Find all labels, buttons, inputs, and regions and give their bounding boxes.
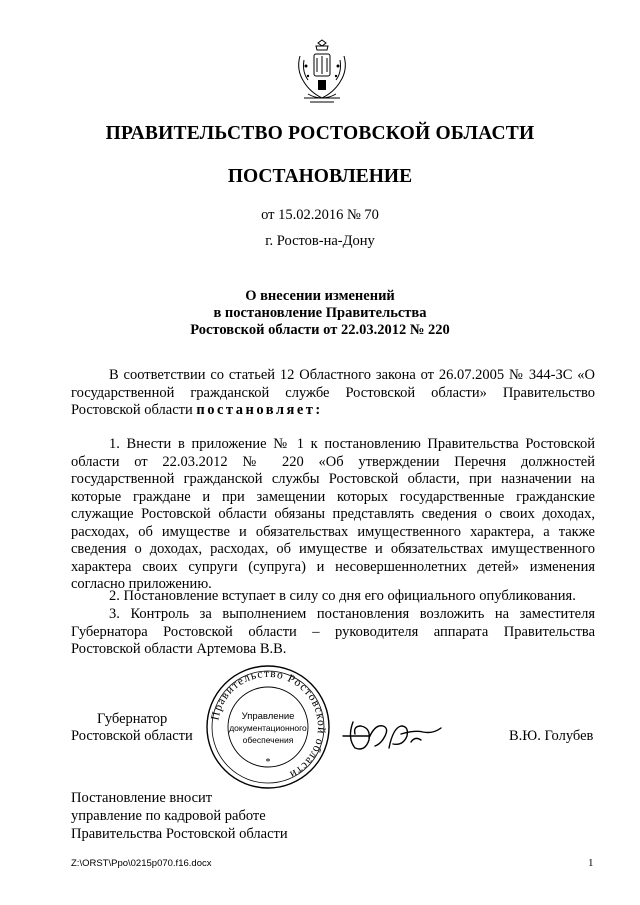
submitter-note-line-2: управление по кадровой работе xyxy=(71,808,266,824)
submitter-note-line-3: Правительства Ростовской области xyxy=(71,826,288,842)
city: г. Ростов-на-Дону xyxy=(265,233,375,249)
seal-ring-text: Правительство Ростовской области xyxy=(209,667,328,781)
government-title: ПРАВИТЕЛЬСТВО РОСТОВСКОЙ ОБЛАСТИ xyxy=(105,123,535,144)
subject-line-1: О внесении изменений xyxy=(245,288,395,304)
handwritten-signature-icon xyxy=(339,708,463,760)
item-2-paragraph: 2. Постановление вступает в силу со дня его официального опубликования. xyxy=(109,588,576,604)
seal-center-line-2: документационного xyxy=(229,723,307,733)
seal-center-line-1: Управление xyxy=(241,711,295,722)
subject-line-2: в постановление Правительства xyxy=(213,305,427,321)
document-type: ПОСТАНОВЛЕНИЕ xyxy=(227,166,413,187)
item-3-paragraph: 3. Контроль за выполнением постановления возложить на заместителя Губернатора Ростовской области – руководителя аппарата Правительства Ростовской области Артемова В.В. xyxy=(71,606,595,657)
signatory-name: В.Ю. Голубев xyxy=(509,728,594,744)
coat-of-arms-icon xyxy=(294,36,350,108)
preamble-paragraph xyxy=(71,367,595,420)
document-subject xyxy=(0,288,640,339)
preamble-emphasis: постановляет: xyxy=(196,402,323,418)
file-path: Z:\ORST\Ppo\0215p070.f16.docx xyxy=(71,858,212,869)
preamble-text: В соответствии со статьей 12 Областного закона от 26.07.2005 № 344-ЗС «О государственной гражданской службе Ростовской области» Правительство Ростовской области xyxy=(71,367,595,418)
subject-line-3: Ростовской области от 22.03.2012 № 220 xyxy=(190,322,450,338)
seal-center-line-3: обеспечения xyxy=(242,735,294,745)
official-seal-icon xyxy=(205,664,331,790)
signatory-position-line-2: Ростовской области xyxy=(71,728,193,744)
page-number: 1 xyxy=(588,857,594,869)
submitter-note-line-1: Постановление вносит xyxy=(71,790,213,806)
item-1-paragraph: 1. Внести в приложение № 1 к постановлению Правительства Ростовской области от 22.03.2012 № 220 «Об утверждении Перечня должностей государственной гражданской службы Ростовской области, при назначении на которые граждане и при замещении которых государственные гражданские служащие Ростовской области обязаны представлять сведения о своих доходах, расходах, об имуществе и обязательствах имущественного характера, а также сведения о доходах, расходах, об имуществе и обязательствах имущественного характера своих супруги (супруга) и несовершеннолетних детей» изменения согласно приложению. xyxy=(71,436,595,592)
signatory-position-line-1: Губернатор xyxy=(97,711,168,727)
svg-text:*: * xyxy=(265,757,271,768)
date-and-number: от 15.02.2016 № 70 xyxy=(261,207,379,223)
